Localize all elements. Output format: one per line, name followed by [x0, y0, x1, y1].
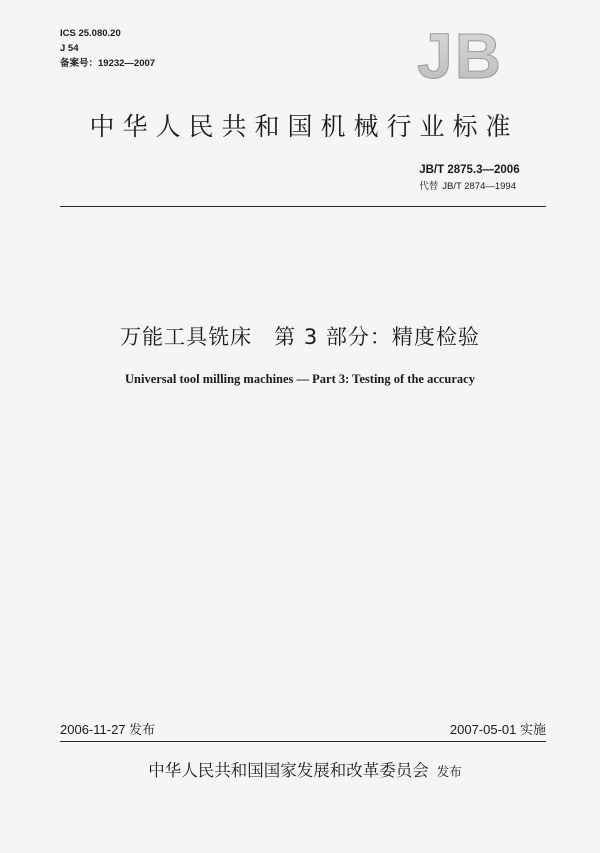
ccs-code: J 54 [60, 43, 79, 54]
standard-number-block [419, 164, 520, 192]
title-part: 第 3 部分：精度检验 [274, 325, 480, 349]
document-title-english: Universal tool milling machines — Part 3: Testing of the accuracy [125, 372, 475, 386]
jb-logo [402, 28, 518, 82]
document-title-chinese [0, 321, 600, 351]
filing-number: 备案号：19232—2007 [60, 58, 156, 69]
issuer-name: 中华人民共和国国家发展和改革委员会 [148, 761, 429, 780]
ics-code: ICS 25.080.20 [60, 28, 121, 39]
bottom-divider [60, 741, 546, 742]
issuing-authority [0, 757, 600, 781]
implementation-date: 2007-05-01 实施 [449, 722, 546, 737]
issue-date: 2006-11-27 发布 [60, 722, 156, 737]
jb-logo-text: JB [417, 28, 503, 82]
standard-number: JB/T 2875.3—2006 [419, 164, 520, 176]
standard-category-title: 中华人民共和国机械行业标准 [89, 112, 519, 141]
replaces-label: 代替 [419, 181, 439, 192]
classification-block [60, 26, 155, 71]
replaced-standard-number: JB/T 2874—1994 [442, 181, 516, 192]
issuer-verb: 发布 [436, 764, 462, 779]
title-main: 万能工具铣床 [120, 325, 253, 349]
replaces-line [419, 178, 520, 192]
top-divider [60, 206, 546, 207]
